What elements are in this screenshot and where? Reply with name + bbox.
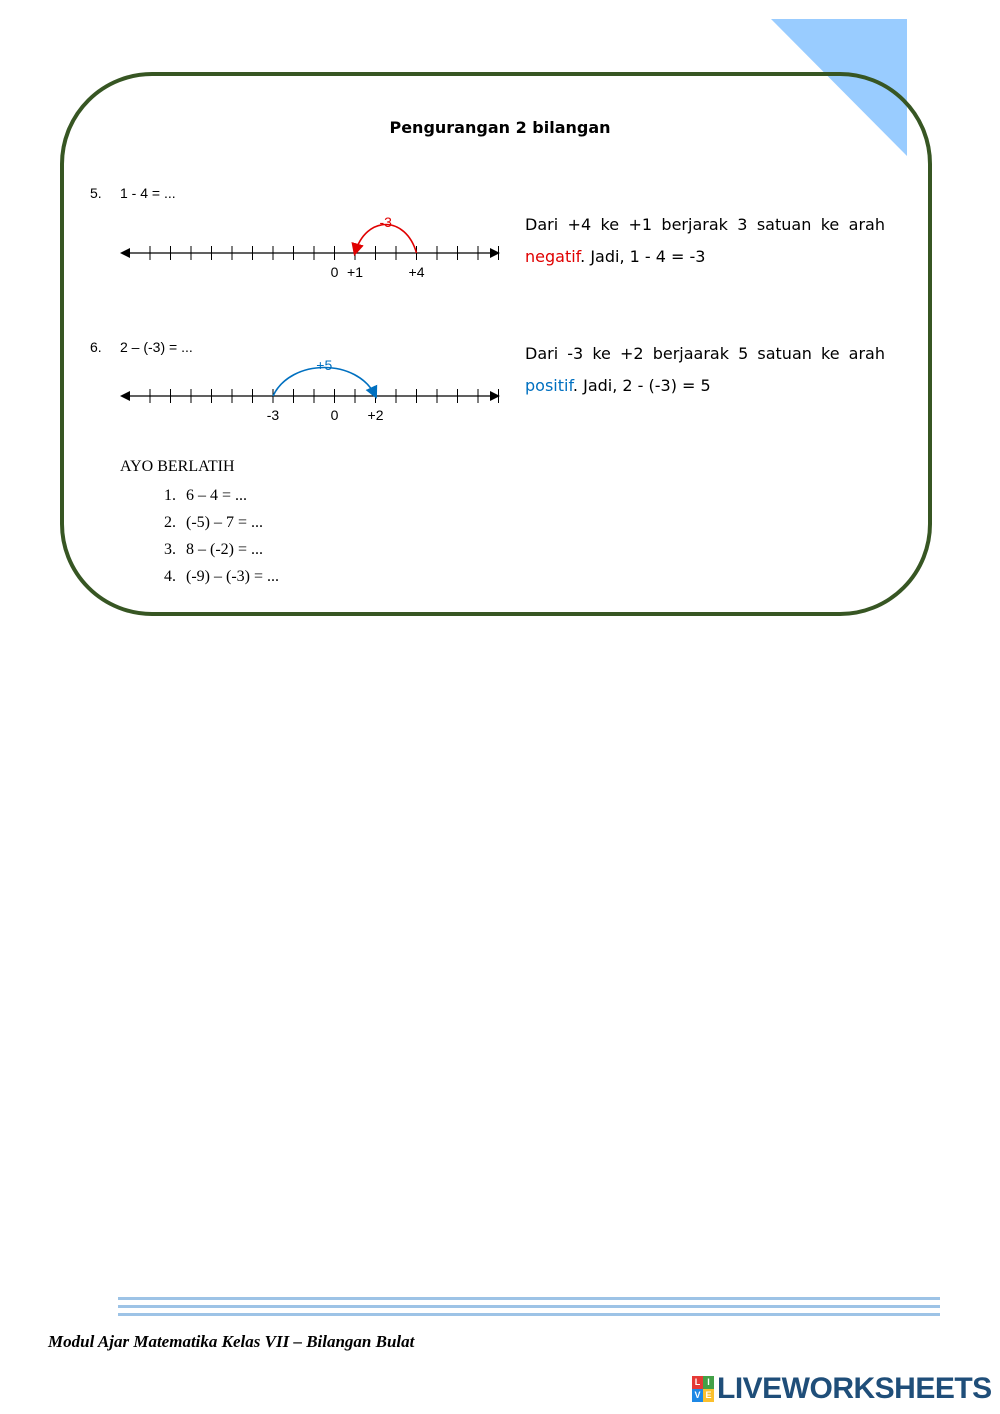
axis-arrow-left (120, 391, 130, 401)
footer-stripes (118, 1297, 940, 1321)
practice-item: 4. (-9) – (-3) = ... (180, 563, 279, 590)
brand-name: LIVEWORKSHEETS (717, 1372, 992, 1405)
tick-label: -3 (266, 407, 280, 423)
tick-label: +1 (347, 264, 363, 280)
logo-letter: I (703, 1376, 714, 1389)
jump-label: -3 (379, 214, 392, 230)
liveworksheets-icon (692, 1376, 714, 1402)
problem-5 (90, 185, 176, 201)
explanation-5 (525, 209, 885, 273)
footer-text: Modul Ajar Matematika Kelas VII – Bilangan Bulat (48, 1332, 415, 1351)
problem-expression: 1 - 4 = ... (120, 185, 176, 201)
explanation-line: Dari -3 ke +2 berjaarak 5 satuan ke arah (525, 344, 885, 363)
practice-heading: AYO BERLATIH (120, 458, 235, 475)
practice-section (120, 458, 279, 590)
practice-item: 2. (-5) – 7 = ... (180, 509, 279, 536)
explanation-line: Dari +4 ke +1 berjarak 3 satuan ke arah (525, 215, 885, 234)
practice-item: 1. 6 – 4 = ... (180, 482, 279, 509)
number-line-6 (110, 351, 510, 441)
tick-label: 0 (330, 264, 339, 280)
section-title: Pengurangan 2 bilangan (389, 118, 611, 137)
axis-arrow-left (120, 248, 130, 258)
tick-label: +2 (367, 407, 384, 423)
explanation-6 (525, 338, 885, 402)
explanation-result: . Jadi, 1 - 4 = -3 (580, 247, 706, 266)
problem-expression: 2 – (-3) = ... (120, 339, 193, 355)
logo-letter: L (692, 1376, 703, 1389)
tick-label: +4 (408, 264, 425, 280)
direction-word: negatif (525, 247, 581, 266)
tick-label: 0 (330, 407, 339, 423)
problem-number: 5. (90, 185, 102, 201)
practice-list (120, 482, 279, 590)
direction-word: positif (525, 376, 573, 395)
logo-letter: V (692, 1389, 703, 1402)
practice-item: 3. 8 – (-2) = ... (180, 536, 279, 563)
problem-number: 6. (90, 339, 102, 355)
jump-label: +5 (316, 357, 333, 373)
number-line-5 (110, 208, 510, 298)
explanation-result: . Jadi, 2 - (-3) = 5 (572, 376, 711, 395)
brand-logo (692, 1372, 992, 1406)
logo-letter: E (703, 1389, 714, 1402)
